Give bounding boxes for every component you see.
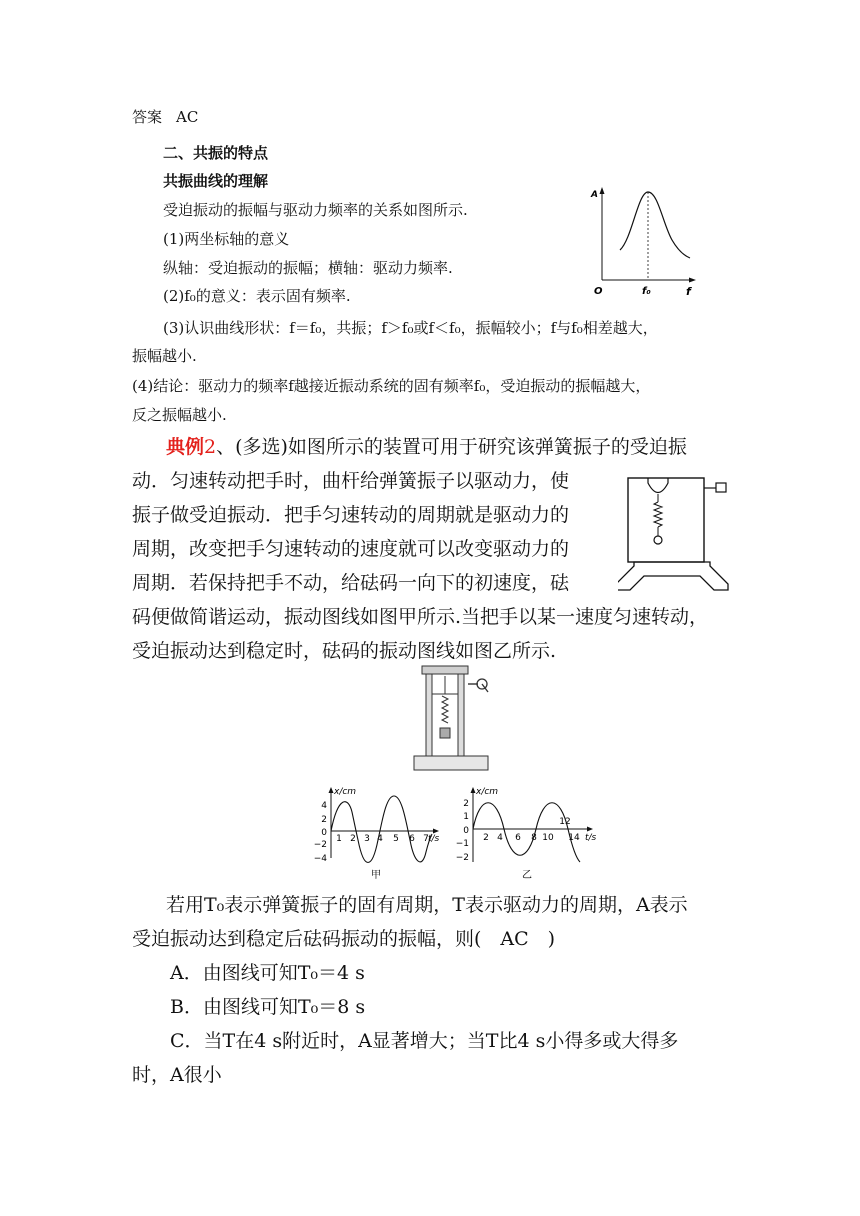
jia-wave <box>331 796 432 863</box>
para-2: (1)两坐标轴的意义 <box>163 230 290 248</box>
jia-xtick: 7 <box>423 834 429 844</box>
example-line-7: 受迫振动达到稳定时，砝码的振动图线如图乙所示. <box>132 640 557 662</box>
jia-xtick: 4 <box>377 834 383 844</box>
answer-label: 答案 <box>132 108 163 126</box>
example-line-4: 周期，改变把手匀速转动的速度就可以改变驱动力的 <box>132 538 570 560</box>
yi-ytick: −2 <box>455 853 469 863</box>
yi-xtick: 4 <box>497 833 503 843</box>
question-line-1: 若用T₀表示弹簧振子的固有周期，T表示驱动力的周期，A表示 <box>166 894 688 916</box>
answer-line <box>132 106 198 127</box>
yi-xtick: 8 <box>531 833 537 843</box>
apparatus-illustration <box>408 664 494 776</box>
yi-ylabel: x/cm <box>476 787 499 797</box>
para-5b: 振幅越小. <box>132 347 197 365</box>
jia-xticks <box>336 834 429 844</box>
yi-ytick: 2 <box>463 799 469 809</box>
example-line-6: 码便做简谐运动，振动图线如图甲所示.当把手以某一速度匀速转动， <box>132 606 709 628</box>
yi-ytick: 0 <box>463 826 469 836</box>
section-heading: 二、共振的特点 <box>163 144 269 162</box>
example-tag: 典例 <box>166 436 205 458</box>
yi-xtick: 14 <box>568 833 580 843</box>
example-line-1 <box>166 432 687 459</box>
question-line-2: 受迫振动达到稳定后砝码振动的振幅，则( AC ) <box>132 928 556 950</box>
para-6b: 反之振幅越小. <box>132 406 227 424</box>
option-b: B．由图线可知T₀＝8 s <box>170 996 366 1018</box>
jia-ytick: −2 <box>313 840 327 850</box>
origin-label: O <box>594 286 603 297</box>
yi-wave <box>473 803 580 862</box>
jia-ytick: 2 <box>321 815 327 825</box>
x-axis-label: f <box>686 285 691 298</box>
example-line-1-text: 、(多选)如图所示的装置可用于研究该弹簧振子的受迫振 <box>216 436 687 458</box>
jia-xtick: 5 <box>393 834 399 844</box>
section-subheading: 共振曲线的理解 <box>163 172 269 190</box>
y-axis-arrow <box>600 187 605 194</box>
option-c-line-2: 时，A很小 <box>132 1064 222 1086</box>
resonance-curve-figure <box>590 184 700 302</box>
example-line-3: 振子做受迫振动．把手匀速转动的周期就是驱动力的 <box>132 504 570 526</box>
yi-caption: 乙 <box>522 870 532 881</box>
jia-caption: 甲 <box>371 870 381 881</box>
para-6a: (4)结论：驱动力的频率f越接近振动系统的固有频率f₀，受迫振动的振幅越大， <box>132 377 651 395</box>
para-3: 纵轴：受迫振动的振幅；横轴：驱动力频率. <box>163 259 453 277</box>
jia-ytick: −4 <box>313 854 327 864</box>
answer-value: AC <box>176 108 199 126</box>
x-axis-arrow <box>689 278 696 283</box>
apparatus-schematic <box>618 470 730 592</box>
jia-xtick: 3 <box>364 834 370 844</box>
yi-xtick: 2 <box>483 833 489 843</box>
jia-yticks <box>314 801 328 864</box>
example-line-5: 周期．若保持把手不动，给砝码一向下的初速度，砝 <box>132 572 570 594</box>
option-a: A．由图线可知T₀＝4 s <box>170 962 365 984</box>
graph-jia <box>308 782 448 882</box>
yi-xtick: 6 <box>515 833 521 843</box>
jia-ytick: 0 <box>321 828 327 838</box>
yi-ytick: −1 <box>455 839 469 849</box>
example-tag-num: 2 <box>204 436 217 458</box>
example-line-2: 动．匀速转动把手时，曲杆给弹簧振子以驱动力，使 <box>132 470 570 492</box>
jia-xtick: 2 <box>350 834 356 844</box>
yi-yticks <box>456 799 470 863</box>
yi-ytick: 1 <box>463 812 469 822</box>
para-5a: (3)认识曲线形状：f＝f₀，共振；f＞f₀或f＜f₀，振幅较小；f与f₀相差越大， <box>163 319 658 337</box>
y-axis-label: A <box>591 190 598 200</box>
yi-xlabel: t/s <box>585 833 597 843</box>
jia-xlabel: t/s <box>428 834 440 844</box>
para-1: 受迫振动的振幅与驱动力频率的关系如图所示. <box>163 201 468 219</box>
graph-yi <box>452 782 600 882</box>
jia-xtick: 1 <box>336 834 342 844</box>
f0-label: f₀ <box>642 286 651 297</box>
jia-xtick: 6 <box>409 834 415 844</box>
resonance-curve <box>620 192 690 258</box>
yi-xtick: 12 <box>559 817 571 827</box>
para-4: (2)f₀的意义：表示固有频率. <box>163 287 351 305</box>
option-c-line-1: C．当T在4 s附近时，A显著增大；当T比4 s小得多或大得多 <box>170 1030 679 1052</box>
yi-xtick: 10 <box>542 833 554 843</box>
jia-ylabel: x/cm <box>334 787 357 797</box>
jia-ytick: 4 <box>321 801 327 811</box>
